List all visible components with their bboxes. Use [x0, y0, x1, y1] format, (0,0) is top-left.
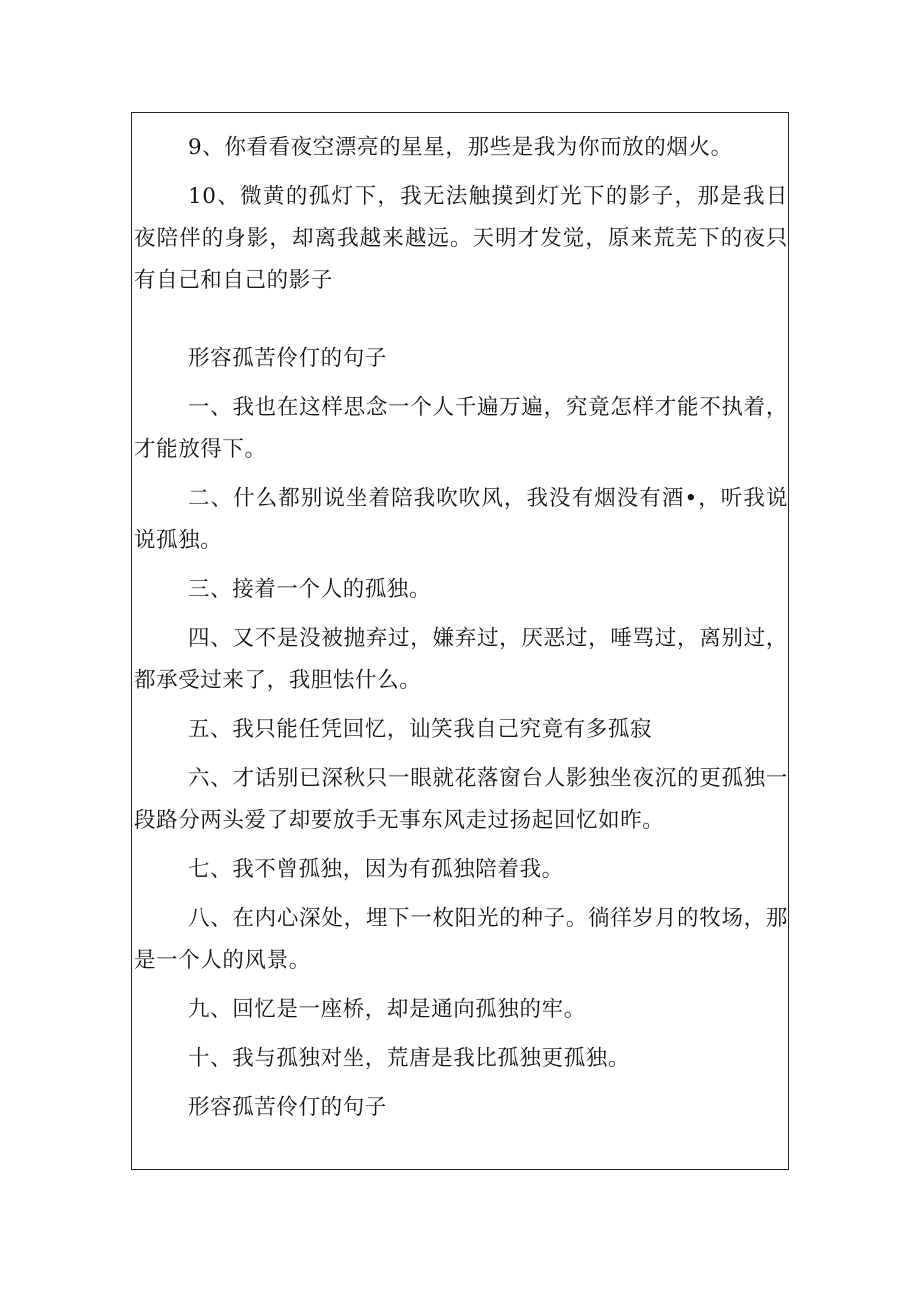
list-item-4: 四、又不是没被抛弃过，嫌弃过，厌恶过，唾骂过，离别过，都承受过来了，我胆怯什么。: [134, 626, 788, 693]
list-item-5: 五、我只能任凭回忆，讪笑我自己究竟有多孤寂: [188, 717, 653, 742]
section-title: 形容孤苦伶仃的句子: [188, 346, 387, 371]
list-item-8: 八、在内心深处，埋下一枚阳光的种子。徜徉岁月的牧场，那是一个人的风景。: [134, 906, 788, 973]
paragraph-9: 9、你看看夜空漂亮的星星，那些是我为你而放的烟火。: [188, 135, 733, 160]
closing-title: 形容孤苦伶仃的句子: [188, 1095, 387, 1120]
paragraph-10: 10、微黄的孤灯下，我无法触摸到灯光下的影子，那是我日夜陪伴的身影，却离我越来越远。天明才发觉，原来荒芜下的夜只有自己和自己的影子: [134, 184, 788, 293]
document-frame: [131, 112, 789, 1170]
list-item-6: 六、才话别已深秋只一眼就花落窗台人影独坐夜沉的更孤独一段路分两头爱了却要放手无事东风走过扬起回忆如昨。: [134, 766, 788, 833]
blank-line: [134, 302, 788, 338]
list-item-1: 一、我也在这样思念一个人千遍万遍，究竟怎样才能不执着，才能放得下。: [134, 395, 788, 462]
list-item-10: 十、我与孤独对坐，荒唐是我比孤独更孤独。: [188, 1046, 631, 1071]
document-body: [134, 127, 788, 1129]
list-item-2: 二、什么都别说坐着陪我吹吹风，我没有烟没有酒•，听我说说孤独。: [134, 486, 788, 553]
list-item-7: 七、我不曾孤独，因为有孤独陪着我。: [188, 857, 564, 882]
list-item-3: 三、接着一个人的孤独。: [188, 577, 432, 602]
list-item-9: 九、回忆是一座桥，却是通向孤独的牢。: [188, 997, 586, 1022]
